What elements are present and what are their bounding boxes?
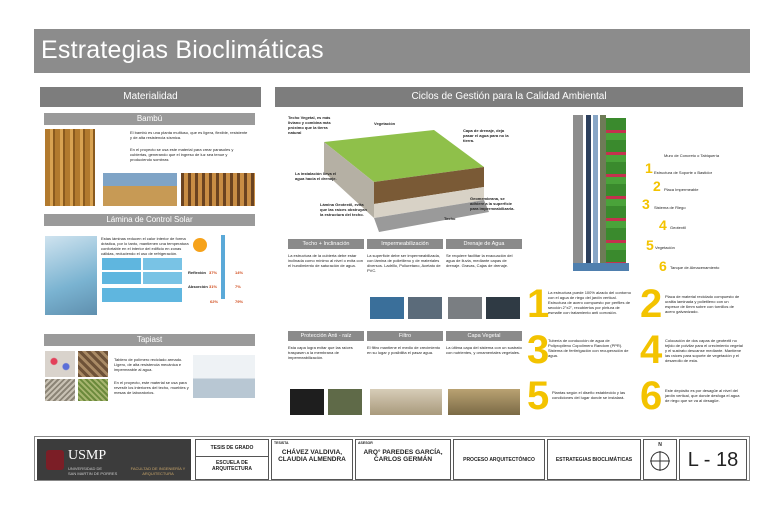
section-materialidad: Materialidad bbox=[40, 87, 261, 107]
grid-title-5: Filtro bbox=[367, 331, 443, 341]
vegetation-column bbox=[606, 118, 626, 266]
lamina-heading: Lámina de Control Solar bbox=[44, 214, 255, 226]
grid-text-1: La estructura de la cubierta debe estar inclinada como mínimo al nivel o evita con el hundimiento de saturación de agua. bbox=[288, 253, 363, 268]
pct-1: 62% bbox=[210, 299, 219, 304]
step-num-1: 1 bbox=[527, 282, 550, 326]
step-num-2: 2 bbox=[640, 282, 663, 326]
support-frame bbox=[586, 115, 591, 271]
reflexion-a: 37% bbox=[209, 270, 218, 275]
pct-2: 79% bbox=[235, 299, 244, 304]
filter-photo bbox=[370, 389, 442, 415]
concrete-wall bbox=[573, 115, 583, 271]
north-arrow-icon bbox=[649, 450, 671, 472]
wall-label-0: Muro de Concreto o Tabiquería bbox=[664, 153, 720, 158]
wall-num-5: 5 bbox=[646, 237, 654, 253]
step-text-1: La estructura puede 100% alzado del contorno con el agua de riego del jardín vertical. Estructura de acero compuesto por perfiles de sección 2"x2", recubiertos por pintura de esmalte con tratamiento anti corrosión. bbox=[548, 290, 631, 315]
step-num-3: 3 bbox=[527, 328, 550, 372]
grid-text-4: Esta capa logra evitar que las raíces traspasen a la membrana de impermeabilización. bbox=[288, 345, 353, 360]
roof-label-a: Techo Vegetal, es más liviano y combina más próximo que la tierra natural bbox=[288, 115, 331, 135]
tapiast-sample-4 bbox=[78, 379, 108, 401]
thesis-cell bbox=[195, 439, 269, 480]
wall-num-6: 6 bbox=[659, 258, 667, 274]
lamina-text: Estas láminas reducen el calor interior de forma drástica, por lo tanto, mantienen una temperatura confortable en el interior del edificio en zonas cálidas, reduciendo el uso de refrigeración. bbox=[101, 236, 189, 256]
grid-title-4: Protección Anti - raíz bbox=[288, 331, 364, 341]
wall-label-5: Vegetación bbox=[655, 245, 675, 250]
tapiast-sample-1 bbox=[45, 351, 75, 377]
solar-film-image bbox=[45, 236, 97, 315]
bambu-text-2: En el proyecto se usa este material para crear parasoles y cubiertas, generando que el ingreso de luz sea tenue y produciendo sombras bbox=[130, 147, 234, 162]
storage-tank bbox=[573, 263, 629, 271]
grid-text-3: Se requiere facilitar la evacuación del agua de lluvia, mediante capas de drenaje. Gravas, Cajas de drenaje. bbox=[446, 253, 513, 268]
tesista-label: TESISTA bbox=[274, 441, 289, 445]
bamboo-pergola-image bbox=[181, 173, 255, 206]
wall-label-1: Estructura de Soporte o Bastidor bbox=[654, 170, 713, 175]
grid-text-6: La última capa del sistema con un sustrato con nutrientes, y ornamentales vegetales. bbox=[446, 345, 522, 355]
grid-title-2: Impermeabilización bbox=[367, 239, 443, 249]
theme-cell: ESTRATEGIAS BIOCLIMÁTICAS bbox=[547, 439, 641, 480]
process-cell: PROCESO ARQUITECTÓNICO bbox=[453, 439, 545, 480]
impermeable-photo-2 bbox=[408, 297, 442, 319]
roof-label-d: La instalación lleva el agua hacia el drenaje. bbox=[295, 171, 337, 181]
roof-steps-grid bbox=[288, 239, 522, 419]
reflexion-label: Reflexión bbox=[188, 270, 207, 275]
grid-text-5: El filtro mantiene el medio de crecimiento en su lugar y posibilita el pasar agua. bbox=[367, 345, 441, 355]
step-text-6: Este depósito es por desagüe al nivel del jardín vertical, que donde desfoga el agua de riego que se va al desagüe. bbox=[665, 388, 740, 403]
absorcion-label: Absorción bbox=[188, 284, 208, 289]
step-num-6: 6 bbox=[640, 374, 663, 418]
roof-label-f: Geomembrana, se adhiere a la superficie para impermeabilizarla. bbox=[470, 196, 515, 211]
waterproof-plate bbox=[593, 115, 598, 271]
bamboo-facade-image bbox=[103, 173, 177, 206]
roof-label-g: Techo bbox=[444, 216, 456, 221]
grid-title-3: Drenaje de Agua bbox=[446, 239, 522, 249]
solar-film-tiles bbox=[102, 258, 182, 284]
wall-label-4: Geotextil bbox=[670, 225, 686, 230]
grid-text-2: La superficie debe ser impermeabilizada, con lámina de polietileno y de materiales diversos. Ladrillo, Poliuretano, Acetato de PVC. bbox=[367, 253, 441, 273]
logo-subtitle-2: SAN MARTIN DE PORRES bbox=[68, 471, 118, 476]
logo-subtitle-1: UNIVERSIDAD DE bbox=[68, 466, 103, 471]
thesis-label: TESIS DE GRADO bbox=[196, 440, 268, 457]
wall-num-2: 2 bbox=[653, 178, 661, 194]
grid-title-6: Capa Vegetal bbox=[446, 331, 522, 341]
reflexion-b: 14% bbox=[235, 270, 244, 275]
tesista-cell bbox=[271, 439, 353, 480]
sheet-number: L - 18 bbox=[679, 439, 747, 480]
title-banner bbox=[34, 29, 750, 73]
tapiast-sample-2 bbox=[78, 351, 108, 377]
step-num-5: 5 bbox=[527, 374, 550, 418]
wall-label-3: Sistema de Riego bbox=[654, 205, 686, 210]
roof-label-b: Vegetación bbox=[374, 121, 396, 126]
asesor-label: ASESOR bbox=[358, 441, 373, 445]
step-text-3: Tubería de conducción de agua de Polipropileno Copolímero Random (PPR). Sistema de fertirrigación con recuperación de agua. bbox=[548, 338, 629, 358]
north-cell bbox=[643, 439, 677, 480]
solar-film-tile-wide bbox=[102, 288, 182, 302]
bamboo-image bbox=[45, 129, 95, 206]
title-block bbox=[34, 436, 750, 481]
absorcion-b: 7% bbox=[235, 284, 241, 289]
grid-title-1: Techo + Inclinación bbox=[288, 239, 364, 249]
logo-block bbox=[37, 439, 191, 480]
wall-num-4: 4 bbox=[659, 217, 667, 233]
asesor-name: ARQ° PAREDES GARCÍA, CARLOS GERMÁN bbox=[363, 449, 443, 463]
sun-icon bbox=[193, 238, 207, 252]
tapiast-sample-3 bbox=[45, 379, 75, 401]
roof-label-c: Capa de drenaje, deja pasar el agua para no la tierra. bbox=[463, 128, 509, 143]
lab-interior-image bbox=[193, 355, 255, 398]
tapiast-heading: Tapiast bbox=[44, 334, 255, 346]
asesor-cell bbox=[355, 439, 451, 480]
antiroot-photo-1 bbox=[290, 389, 324, 415]
step-text-5: Plantas según el diseño establecido y las condiciones del lugar donde se instalará. bbox=[552, 390, 626, 400]
impermeable-photo-1 bbox=[370, 297, 404, 319]
tapiast-text-2: En el proyecto, este material se usa para revestir los interiores del techo, muebles y mesas de laboratorios. bbox=[114, 380, 189, 395]
step-text-4: Colocación de dos capas de geotextil no tejido de polvilar para el crecimiento vegetal y el sustrato descanse mediante. Mantiene las raíces para soporte de vegetación y el desarrollo de esta. bbox=[665, 338, 743, 363]
logo-motto: FACULTAD DE INGENIERÍA Y ARQUITECTURA bbox=[130, 466, 186, 476]
wall-num-1: 1 bbox=[645, 160, 653, 176]
bambu-text-1: El bambú es una planta multiuso, que es ligera, flexible, resistente y de alta resistencia sísmica. bbox=[130, 130, 248, 140]
drain-photo-2 bbox=[486, 297, 520, 319]
vegetal-photo bbox=[448, 389, 520, 415]
absorcion-a: 31% bbox=[209, 284, 218, 289]
tapiast-text-1: Tablero de polímero reciclado armado. Ligero, de alta resistencia mecánica e impermeable al agua. bbox=[114, 357, 183, 372]
school-label: ESCUELA DE ARQUITECTURA bbox=[212, 460, 252, 472]
section-ciclos: Ciclos de Gestión para la Calidad Ambiental bbox=[275, 87, 743, 107]
antiroot-photo-2 bbox=[328, 389, 362, 415]
roof-label-e: Lámina Geotextil, evita que las raíces obstruyan la estructura del techo. bbox=[320, 202, 367, 217]
university-crest-icon bbox=[46, 450, 64, 470]
step-num-4: 4 bbox=[640, 328, 663, 372]
drain-photo-1 bbox=[448, 297, 482, 319]
wall-label-6: Tanque de Almacenamiento bbox=[670, 265, 720, 270]
logo-text: USMP bbox=[68, 448, 107, 463]
glass-pane-icon bbox=[221, 235, 225, 299]
step-text-2: Placa de material reciclado compuesto de uralita laminada y polietileno con un espesor de 6mm sobre con tornillos de acero galvanizado. bbox=[665, 294, 740, 314]
wall-num-3: 3 bbox=[642, 196, 650, 212]
tesista-name: CHÁVEZ VALDIVIA, CLAUDIA ALMENDRA bbox=[278, 449, 346, 463]
bambu-heading: Bambú bbox=[44, 113, 255, 125]
wall-label-2: Placa Impermeable bbox=[664, 187, 699, 192]
north-label: N bbox=[658, 442, 662, 448]
page-title: Estrategias Bioclimáticas bbox=[41, 36, 324, 64]
